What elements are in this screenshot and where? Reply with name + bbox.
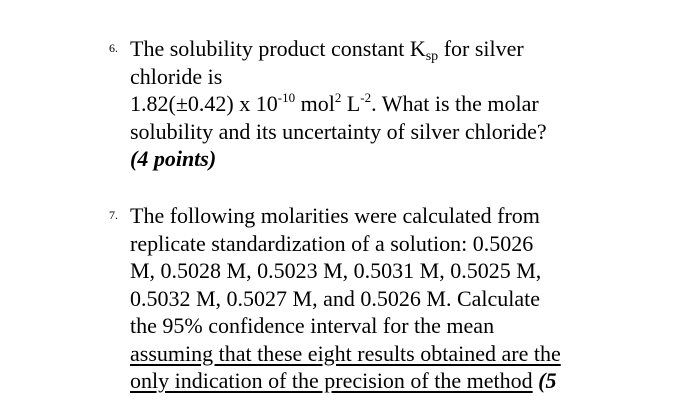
q6-line1-text-a: The solubility product constant K <box>130 36 426 61</box>
q6-exponent-1: -10 <box>277 90 296 105</box>
question-6-line-4: solubility and its uncertainty of silver chloride? <box>130 118 547 144</box>
q6-ksp-subscript: sp <box>425 49 439 64</box>
question-6-points: (4 points) <box>130 146 217 171</box>
question-7-line-1: The following molarities were calculated from <box>130 203 540 228</box>
question-7-number: 7. <box>109 208 118 222</box>
question-7 <box>109 202 685 395</box>
q6-line3-text-b: mol <box>295 91 335 116</box>
question-7-line-2: replicate standardization of a solution: 0.5026 <box>130 230 534 256</box>
question-7-line-6-underlined: assuming that these eight results obtained are the <box>130 340 561 366</box>
q6-line3-text-c: L <box>341 91 361 116</box>
question-6-line-3 <box>130 90 685 118</box>
question-6-number: 6. <box>109 41 118 55</box>
q6-line3-text-d: . What is the molar <box>371 91 539 116</box>
question-7-line-4: 0.5032 M, 0.5027 M, and 0.5026 M. Calculate <box>130 285 541 311</box>
question-7-line-5: the 95% confidence interval for the mean <box>130 313 495 338</box>
question-7-points: (5 <box>532 368 557 393</box>
question-7-line-3: M, 0.5028 M, 0.5023 M, 0.5031 M, 0.5025 M, <box>130 258 542 283</box>
question-6-line-1 <box>130 35 685 63</box>
question-6 <box>109 35 685 173</box>
question-7-line-7 <box>130 367 685 395</box>
q6-exponent-2: 2 <box>334 90 342 105</box>
q6-exponent-3: -2 <box>360 90 372 105</box>
question-6-line-2: chloride is <box>130 63 223 89</box>
q6-line3-text-a: 1.82(±0.42) x 10 <box>130 91 278 116</box>
q7-line7-underlined-text: only indication of the precision of the method <box>130 368 533 393</box>
q6-line1-text-b: for silver <box>438 36 524 61</box>
